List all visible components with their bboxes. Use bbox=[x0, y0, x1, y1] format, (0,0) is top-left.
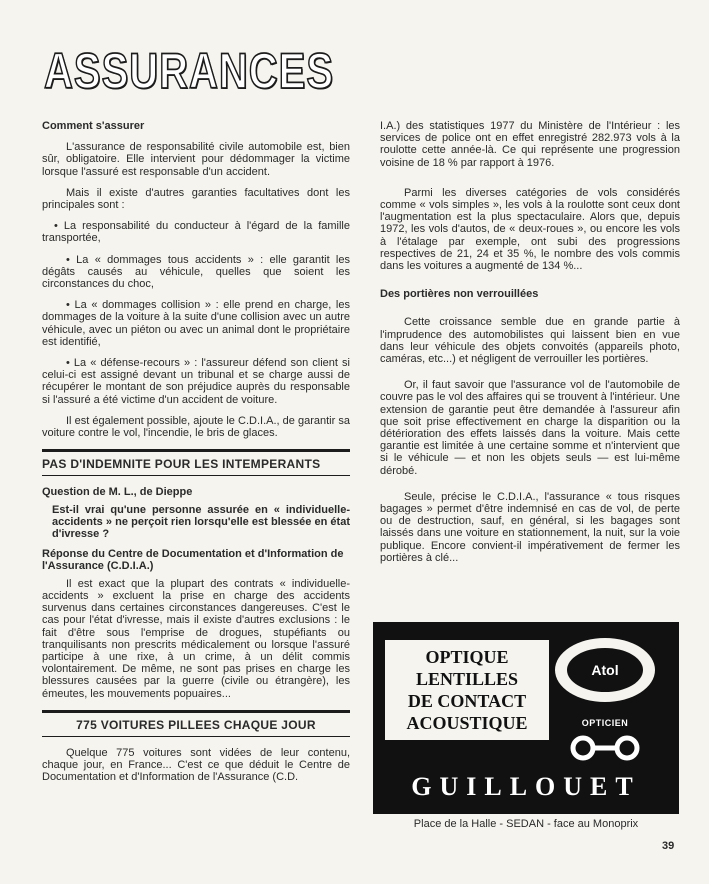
paragraph: Or, il faut savoir que l'assurance vol de l'automobile de couvre pas le vol des affaires qui se trouvent à l'intérieur. Une extension de garantie peut être demandée à l'assureur afin que soit prise effectivement en charge la disparition ou la détérioration des effets laissés dans la voiture. Mais cette garantie est limitée à une certaine somme et n'intervient que si le véhicule — et non les objets seuls — est lui-même dérobé. bbox=[380, 379, 680, 477]
bullet-item: • La « dommages tous accidents » : elle garantit les dégâts causés au véhicule, quelles que soient les circonstances du choc, bbox=[42, 253, 350, 291]
ad-line: OPTIQUE bbox=[425, 647, 509, 667]
advertisement bbox=[373, 622, 679, 814]
bullet-item: • La responsabilité du conducteur à l'égard de la famille transportée, bbox=[42, 220, 350, 245]
section-heading-voitures-pillees: 775 VOITURES PILLEES CHAQUE JOUR bbox=[42, 710, 350, 737]
bullet-item: • La « défense-recours » : l'assureur défend son client si celui-ci est assigné devant un tribunal et se charge aussi de récupérer le montant de son préjudice auprès du responsable si l'assuré a été victime d'un accident de voiture. bbox=[42, 357, 350, 406]
atol-logo-text: Atol bbox=[567, 648, 643, 692]
ad-line: ACOUSTIQUE bbox=[406, 713, 528, 733]
paragraph: Seule, précise le C.D.I.A., l'assurance « tous risques bagages » permet d'être indemnisé en cas de vol, de perte ou de destruction, sauf, en général, si les bagages sont laissés dans une voiture en stationnement, la nuit, sur la voie publique. Encore convient-il impérativement de fermer les portières à clé... bbox=[380, 490, 680, 564]
paragraph: Cette croissance semble due en grande partie à l'imprudence des automobilistes qui laissent bien en vue dans leur véhicule des objets convoités (appareils photo, caméras, etc...) et négligent de verrouiller les portières. bbox=[380, 316, 680, 366]
left-column bbox=[42, 120, 350, 793]
page-title: ASSURANCES bbox=[44, 44, 335, 99]
ad-services bbox=[385, 640, 549, 740]
paragraph: Mais il existe d'autres garanties facultatives dont les principales sont : bbox=[42, 186, 350, 212]
ad-line: DE CONTACT bbox=[407, 691, 527, 711]
section-heading-intemperants: PAS D'INDEMNITE POUR LES INTEMPERANTS bbox=[42, 449, 350, 476]
answer-heading: Réponse du Centre de Documentation et d'Information de l'Assurance (C.D.I.A.) bbox=[42, 548, 344, 573]
section-heading-portieres: Des portières non verrouillées bbox=[380, 288, 539, 301]
paragraph: L'assurance de responsabilité civile automobile est, bien sûr, obligatoire. Elle intervient pour dédommager la victime lorsque l'assuré est responsable d'un accident. bbox=[42, 141, 350, 178]
paragraph: I.A.) des statistiques 1977 du Ministère de l'Intérieur : les services de police ont en effet enregistré 282.973 vols à la roulotte cette année-là. Ce qui représente une progression voisine de 18 % par rapport à 1976. bbox=[380, 120, 680, 169]
question-body: Est-il vrai qu'une personne assurée en « individuelle-accidents » ne perçoit rien lorsqu'elle est blessée en état d'ivresse ? bbox=[52, 503, 350, 541]
ad-address: Place de la Halle - SEDAN - face au Monoprix bbox=[413, 818, 639, 830]
paragraph: Parmi les diverses catégories de vols considérés comme « vols simples », les vols à la roulotte sont ceux dont l'augmentation est la plus spectaculaire. Alors que, depuis 1972, les vols d'autos, de « deux-roues », ou encore les vols à l'étalage par exemple, ont subi des progressions respectives de 21, 24 et 35 %, le nombre des vols commis dans les voitures a augmenté de 134 %... bbox=[380, 186, 680, 273]
right-column bbox=[380, 120, 680, 573]
glasses-icon bbox=[569, 734, 641, 762]
paragraph: Il est également possible, ajoute le C.D.I.A., de garantir sa voiture contre le vol, l'incendie, le bris de glaces. bbox=[42, 414, 350, 440]
opticien-label: OPTICIEN bbox=[581, 718, 629, 728]
ad-shop-name: GUILLOUET bbox=[411, 772, 641, 801]
bullet-item: • La « dommages collision » : elle prend en charge, les dommages de la voiture à la suite d'une collision avec un autre véhicule, avec un piéton ou avec un animal dont le propriétaire est identifié, bbox=[42, 299, 350, 348]
question-heading: Question de M. L., de Dieppe bbox=[42, 486, 193, 499]
page-number: 39 bbox=[662, 840, 675, 852]
answer-body: Il est exact que la plupart des contrats « individuelle-accidents » excluent la prise en charge des accidents survenus dans certaines circonstances dangereuses. C'est le cas pour l'état d'ivresse, mais il existe d'autres exclusions : le fait d'être sous l'emprise de drogues, stupéfiants ou tranquilisants non prescrits médicalement ou lorsque l'assuré participe à une rixe, à un crime, à un délit commis volontairement. De même, ne sont pas prises en charge les blessures causées par la guerre (civile ou étrangère), les émeutes, les mouvements popuaires... bbox=[42, 577, 350, 700]
ad-line: LENTILLES bbox=[415, 669, 519, 689]
atol-logo-icon bbox=[555, 638, 655, 702]
paragraph: Quelque 775 voitures sont vidées de leur contenu, chaque jour, en France... C'est ce que déduit le Centre de Documentation et d'Information de l'Assurance (C.D. bbox=[42, 746, 350, 784]
section-heading-comment-s-assurer: Comment s'assurer bbox=[42, 120, 145, 132]
